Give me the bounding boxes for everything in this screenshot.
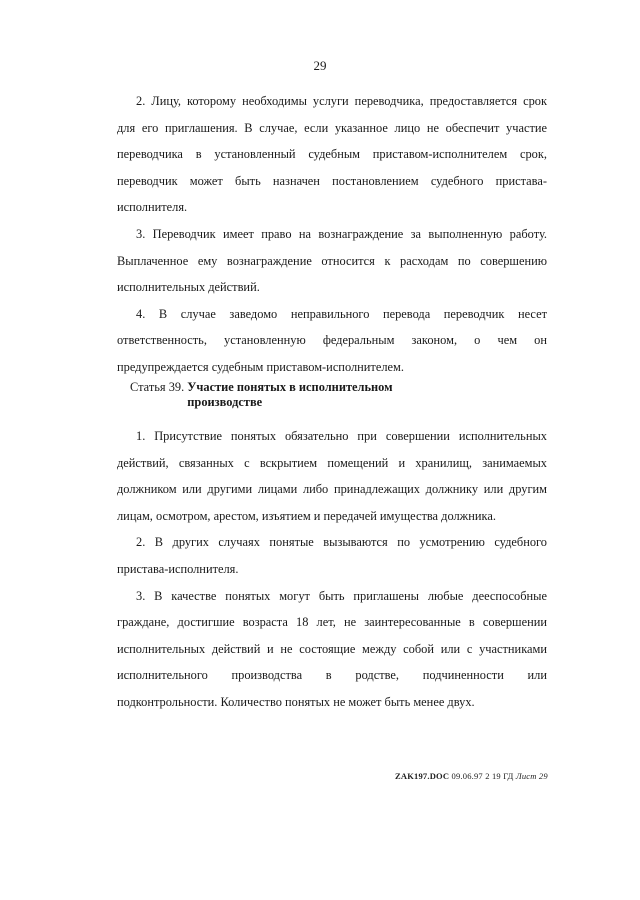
article-number: Статья 39. xyxy=(130,380,188,394)
paragraph-3: 3. Переводчик имеет право на вознаграждение за выполненную работу. Выплаченное ему вознаграждение относится к расходам по совершению исполнительных действий. xyxy=(117,226,547,295)
page-number: 29 xyxy=(313,58,327,73)
bottom-paragraphs xyxy=(117,423,547,716)
article-title-line1: Участие понятых в исполнительном xyxy=(187,380,393,394)
paragraph-4: 4. В случае заведомо неправильного перевода переводчик несет ответственность, установленную федеральным законом, о чем он предупреждается судебным приставом-исполнителем. xyxy=(117,306,547,374)
page-footer xyxy=(395,771,548,781)
article-paragraph-1: 1. Присутствие понятых обязательно при совершении исполнительных действий, связанных с вскрытием помещений и хранилищ, занимаемых должником или другими лицами либо принадлежащих должнику или другим лицам, осмотром, арестом, изъятием и передачей имущества должника. xyxy=(117,429,547,523)
paragraph-2: 2. Лицу, которому необходимы услуги переводчика, предоставляется срок для его приглашения. В случае, если указанное лицо не обеспечит участие переводчика в установленный судебным приставом-исполнителем срок, переводчик может быть назначен постановлением судебного пристава-исполнителя. xyxy=(117,94,547,215)
article-title-line2: производстве xyxy=(187,395,263,409)
article-heading xyxy=(130,380,510,410)
article-paragraph-3: 3. В качестве понятых могут быть приглашены любые дееспособные граждане, достигшие возраста 18 лет, не заинтересованные в совершении исполнительных действий и не состоящие между собой или с участниками исполнительного производства в родстве, подчиненности или подконтрольности. Количество понятых не может быть менее двух. xyxy=(117,588,547,709)
article-paragraph-2: 2. В других случаях понятые вызываются по усмотрению судебного пристава-исполнителя. xyxy=(117,535,547,576)
footer-sheet: Лист 29 xyxy=(515,771,548,781)
footer-file-name: ZAK197.DOC xyxy=(395,771,450,781)
top-paragraphs xyxy=(117,88,547,381)
footer-stamp: 09.06.97 2 19 ГД xyxy=(451,771,514,781)
